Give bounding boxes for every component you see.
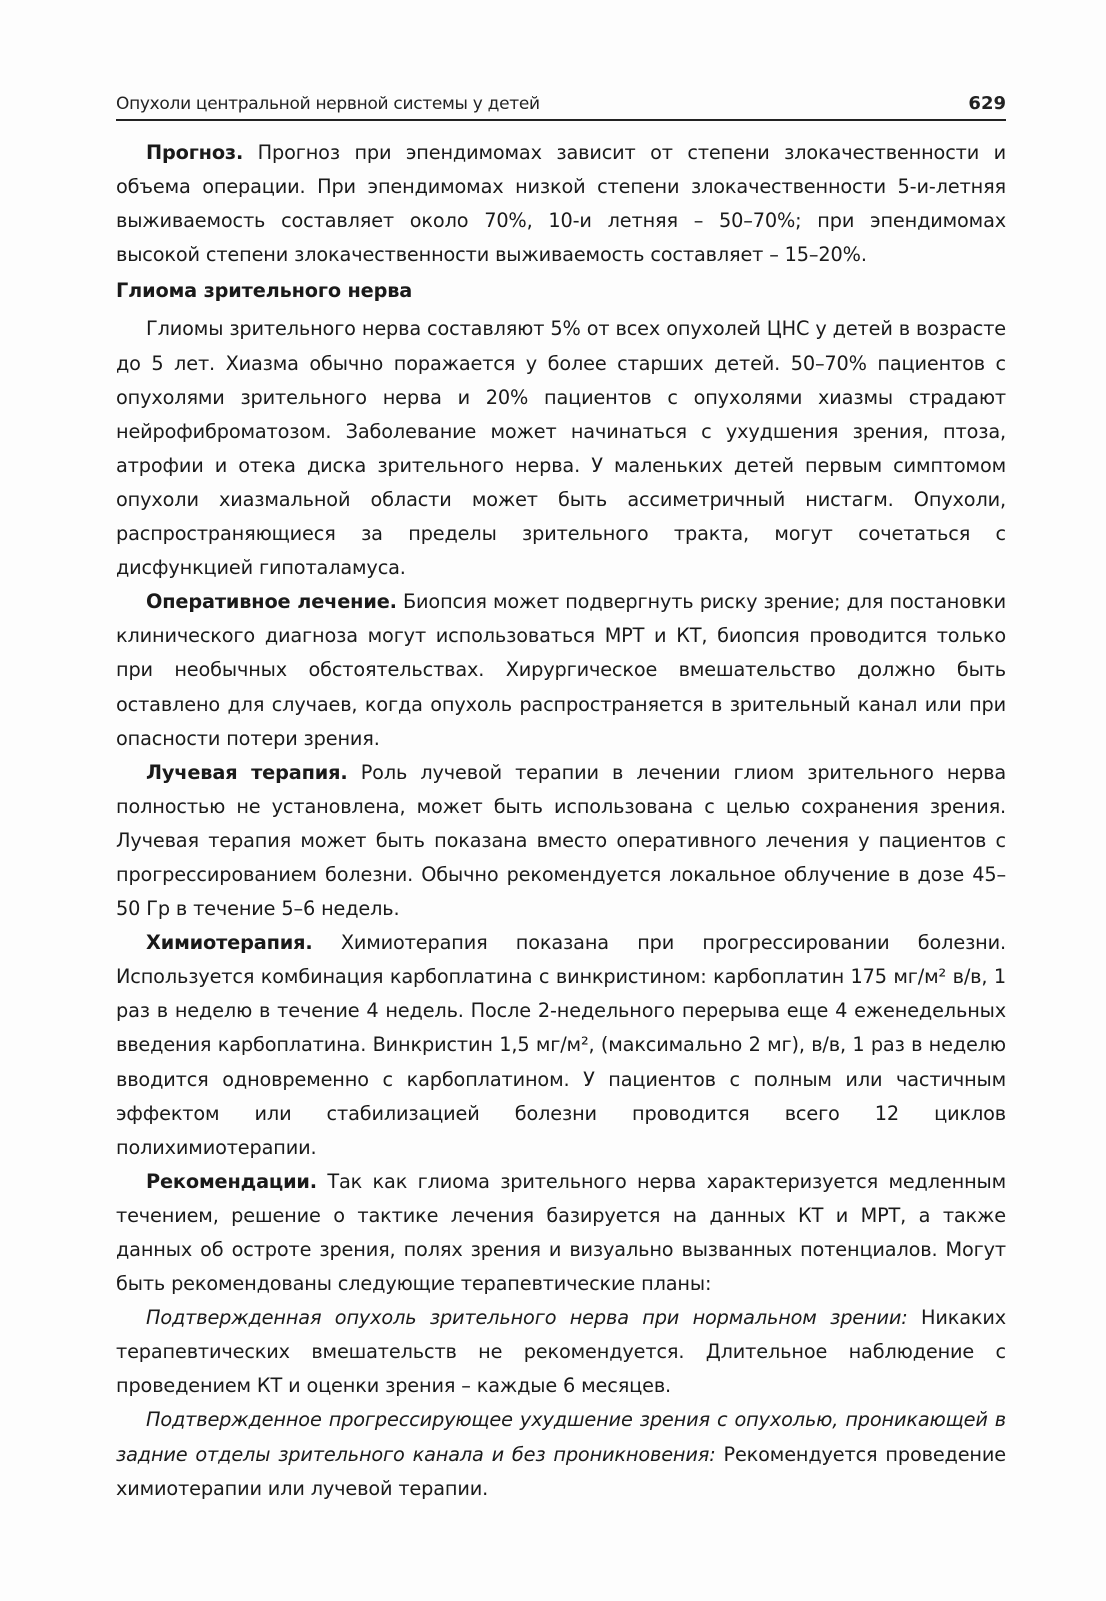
paragraph-lead: Оперативное лечение. (146, 590, 397, 614)
running-header (116, 84, 1006, 114)
paragraph-plan-normal-vision (116, 1301, 1006, 1403)
paragraph-lead: Прогноз. (146, 141, 244, 164)
header-rule (116, 119, 1006, 121)
page-number: 629 (968, 93, 1006, 114)
paragraph-text: Глиомы зрительного нерва составляют 5% от всех опухолей ЦНС у детей в возрасте до 5 лет. Хиазма обычно поражается у более старших детей. 50–70% пациентов с опухолями зрительного нерва и 20% пациентов с опухолями хиазмы страдают нейрофиброматозом. Заболевание может начинаться с ухудшения зрения, птоза, атрофии и отека диска зрительного нерва. У маленьких детей первым симптомом опухоли хиазмальной области может быть ассиметричный нистагм. Опухоли, распространяющиеся за пределы зрительного тракта, могут сочетаться с дисфункцией гипоталамуса. (116, 317, 1006, 580)
paragraph-plan-progressive (116, 1403, 1006, 1505)
paragraph-text: Рекомендуется проведение химиотерапии или лучевой терапии. (116, 1442, 1006, 1500)
paragraph-lead: Рекомендации. (146, 1169, 317, 1193)
paragraph-text: Никаких терапевтических вмешательств не рекомендуется. Длительное наблюдение с проведением КТ и оценки зрения – каждые 6 месяцев. (116, 1306, 1006, 1398)
paragraph-text: Роль лучевой терапии в лечении глиом зрительного нерва полностью не установлена, может быть использована с целью сохранения зрения. Лучевая терапия может быть показана вместо оперативного лечения у пациентов с прогрессированием болезни. Обычно рекомендуется локальное облучение в дозе 45–50 Гр в течение 5–6 недель. (116, 760, 1006, 921)
paragraph-text: Химиотерапия показана при прогрессировании болезни. Используется комбинация карбоплатина с винкристином: карбоплатин 175 мг/м² в/в, 1 раз в неделю в течение 4 недель. После 2-недельного перерыва еще 4 еженедельных введения карбоплатина. Винкристин 1,5 мг/м², (максимально 2 мг), в/в, 1 раз в неделю вводится одновременно с карбоплатином. У пациентов с полным или частичным эффектом или стабилизацией болезни проводится всего 12 циклов полихимиотерапии. (116, 931, 1006, 1159)
paragraph-lead: Химиотерапия. (146, 931, 313, 955)
running-header-title: Опухоли центральной нервной системы у детей (116, 94, 540, 114)
paragraph-italic-lead: Подтвержденная опухоль зрительного нерва при нормальном зрении: (146, 1306, 908, 1330)
paragraph-text: Прогноз при эпендимомах зависит от степени злокачественности и объема операции. При эпендимомах низкой степени злокачественности 5-и-летняя выживаемость составляет около 70%, 10-и летняя – 50–70%; при эпендимомах высокой степени злокачественности выживаемость составляет – 15–20%. (116, 141, 1006, 267)
body-text (116, 136, 1006, 1506)
paragraph-italic-lead: Подтвержденное прогрессирующее ухудшение зрения с опухолью, проникающей в задние отделы зрительного канала и без проникновения: (116, 1408, 1006, 1466)
paragraph-lead: Лучевая терапия. (146, 760, 348, 784)
paragraph-text: Биопсия может подвергнуть риску зрение; для постановки клинического диагноза могут использоваться МРТ и КТ, биопсия проводится только при необычных обстоятельствах. Хирургическое вмешательство должно быть оставлено для случаев, когда опухоль распространяется в зрительный канал или при опасности потери зрения. (116, 590, 1006, 750)
paragraph-chemotherapy (116, 926, 1006, 1165)
paragraph-intro (116, 312, 1006, 585)
paragraph-radiotherapy (116, 756, 1006, 926)
paragraph-surgery (116, 585, 1006, 755)
paragraph-prognosis (116, 136, 1006, 272)
paragraph-text: Так как глиома зрительного нерва характеризуется медленным течением, решение о тактике лечения базируется на данных КТ и МРТ, а также данных об остроте зрения, полях зрения и визуально вызванных потенциалов. Могут быть рекомендованы следующие терапевтические планы: (116, 1169, 1006, 1296)
paragraph-recommendations (116, 1165, 1006, 1301)
section-heading: Глиома зрительного нерва (116, 279, 413, 303)
